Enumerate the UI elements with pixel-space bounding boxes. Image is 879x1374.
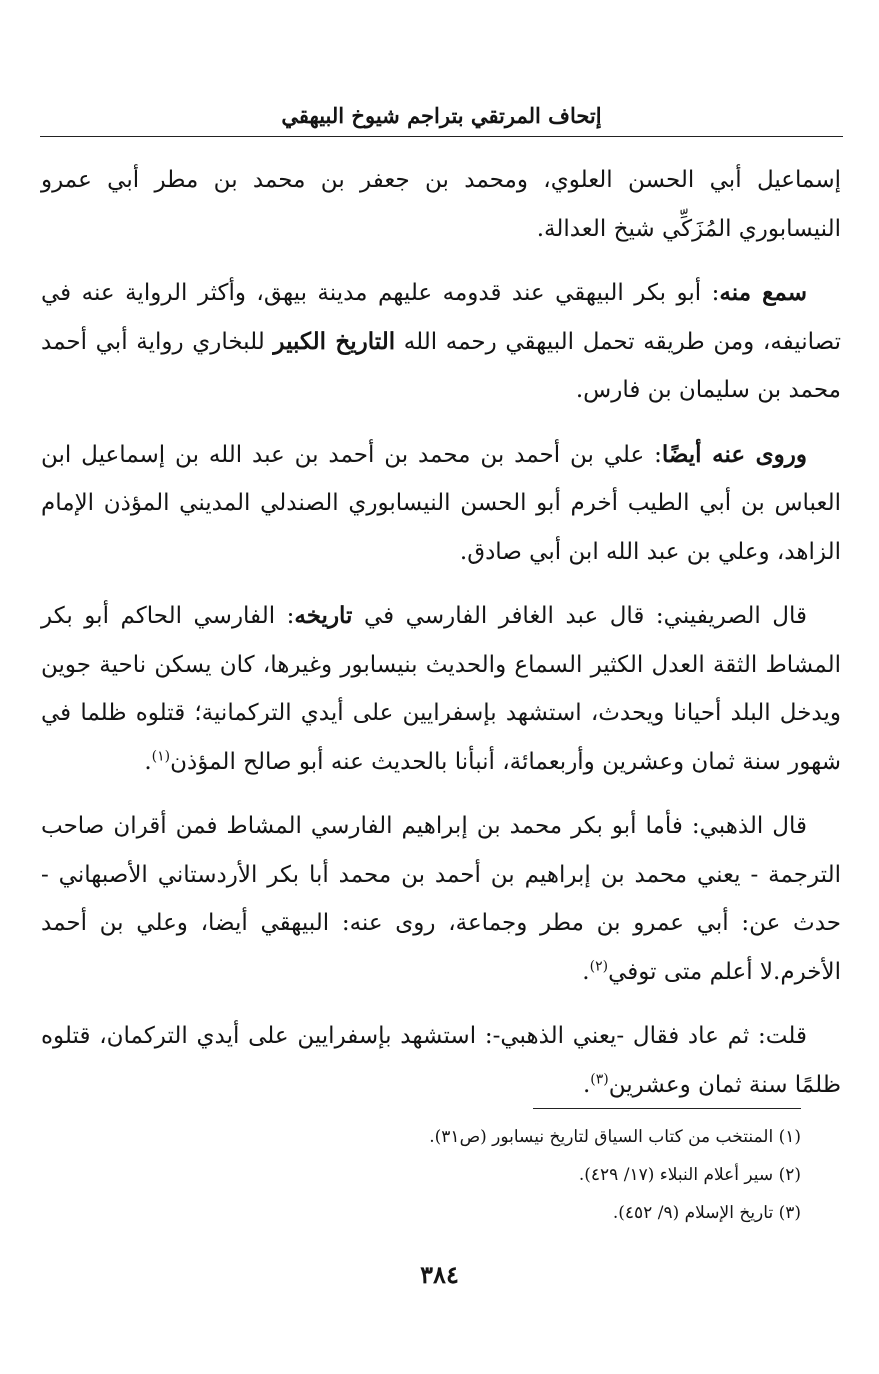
paragraph-2-text-end: للبخاري رواية أبي أحمد محمد بن سليمان بن فارس. xyxy=(41,328,841,403)
paragraph-4-text-end: : الفارسي الحاكم أبو بكر المشاط الثقة العدل الكثير السماع والحديث بنيسابور وغيرها، كان يسكن ناحية جوين ويدخل البلد أحيانا ويحدث، استشهد بإسفرايين على أيدي التركمانية؛ قتلوه ظلما في شهور سنة ثمان وعشرين وأربعمائة، أنبأنا بالحديث عنه أبو صالح المؤذن xyxy=(41,603,841,775)
paragraph-1 xyxy=(41,156,841,253)
paragraph-2-lead: سمع منه xyxy=(719,279,807,306)
footnote-marker-1: (١) xyxy=(151,747,171,764)
paragraph-4 xyxy=(41,592,841,786)
body-text xyxy=(41,156,841,1125)
running-header: إتحاف المرتقي بتراجم شيوخ البيهقي xyxy=(281,103,602,128)
paragraph-2-book-title: التاريخ الكبير xyxy=(273,327,396,355)
footnote-marker-3: (٣) xyxy=(590,1070,609,1087)
paragraph-6 xyxy=(41,1012,841,1109)
paragraph-4-book-title: تاريخه xyxy=(294,602,353,629)
footnote-rule xyxy=(533,1108,801,1109)
footnote-2: (٢) سير أعلام النبلاء (١٧/ ٤٢٩). xyxy=(578,1165,801,1185)
paragraph-3-lead: وروى عنه أيضًا xyxy=(661,440,807,468)
paragraph-1-text: إسماعيل أبي الحسن العلوي، ومحمد بن جعفر بن محمد بن مطر أبي عمرو النيسابوري المُزَكِّي شيخ العدالة. xyxy=(41,167,841,242)
paragraph-4-tail: . xyxy=(144,748,152,775)
paragraph-6-text: قلت: ثم عاد فقال -يعني الذهبي-: استشهد بإسفرايين على أيدي التركمان، قتلوه ظلمًا سنة ثمان وعشرين xyxy=(41,1023,841,1098)
paragraph-3-text: : علي بن أحمد بن محمد بن أحمد بن عبد الله بن إسماعيل ابن العباس بن أبي الطيب أخرم أبو الحسن النيسابوري الصندلي المديني المؤذن الإمام الزاهد، وعلي بن عبد الله ابن أبي صادق. xyxy=(41,441,841,565)
paragraph-4-text: قال الصريفيني: قال عبد الغافر الفارسي في xyxy=(352,603,808,629)
paragraph-6-tail: . xyxy=(582,1071,591,1098)
paragraph-3 xyxy=(41,431,841,577)
footnotes xyxy=(121,1118,801,1232)
footnote-marker-2: (٢) xyxy=(589,957,609,974)
footnote-1: (١) المنتخب من كتاب السياق لتاريخ نيسابور (ص٣١). xyxy=(429,1127,801,1147)
paragraph-2-text: : أبو بكر البيهقي عند قدومه عليهم مدينة بيهق، وأكثر الرواية عنه في تصانيفه، ومن طريقه تحمل البيهقي رحمه الله xyxy=(41,280,841,355)
paragraph-5-tail: . xyxy=(582,958,590,985)
paragraph-2 xyxy=(41,269,841,415)
footnote-3: (٣) تاريخ الإسلام (٩/ ٤٥٢). xyxy=(612,1203,801,1223)
header-rule xyxy=(40,136,843,137)
paragraph-5 xyxy=(41,802,841,996)
paragraph-5-text: قال الذهبي: فأما أبو بكر محمد بن إبراهيم الفارسي المشاط فمن أقران صاحب الترجمة - يعني محمد بن إبراهيم بن أحمد بن محمد أبا بكر الأردستاني الأصبهاني - حدث عن: أبي عمرو بن مطر وجماعة، روى عنه: البيهقي أيضا، وعلي بن أحمد الأخرم.لا أعلم متى توفي xyxy=(41,813,841,985)
page-number: ٣٨٤ xyxy=(420,1260,459,1289)
